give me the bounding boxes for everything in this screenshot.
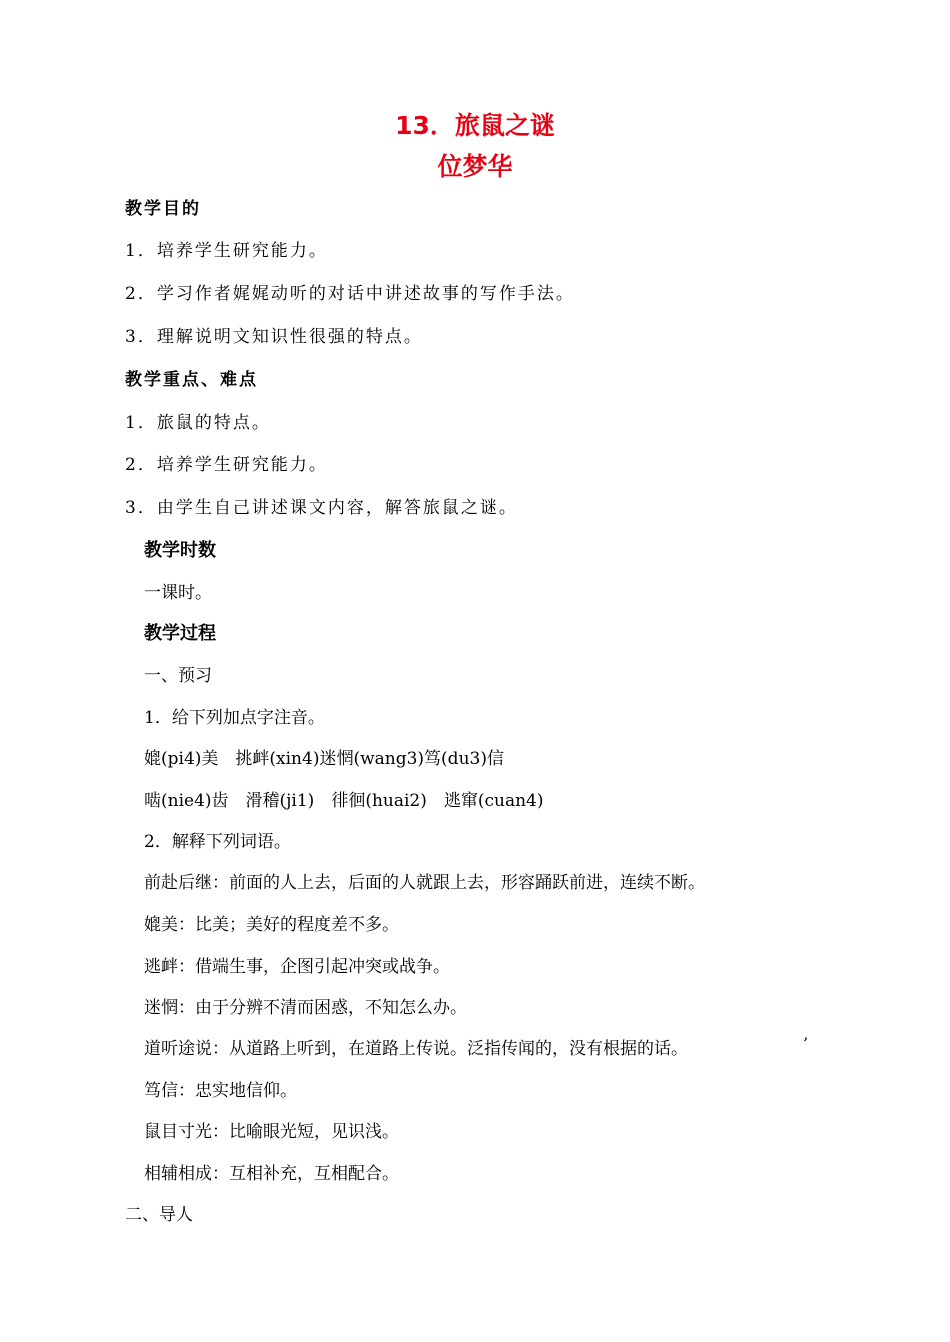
definition-item: 笃信：忠实地信仰。 bbox=[144, 1081, 297, 1101]
definition-item: 道听途说：从道路上听到，在道路上传说。泛指传闻的，没有根据的话。 bbox=[144, 1039, 688, 1059]
task-definitions: 2．解释下列词语。 bbox=[144, 832, 291, 852]
document-author: 位梦华 bbox=[437, 152, 513, 181]
section-heading-hours: 教学时数 bbox=[144, 540, 216, 561]
process-sub-preview: 一、预习 bbox=[144, 666, 212, 686]
hours-text: 一课时。 bbox=[144, 583, 212, 603]
pinyin-line-1: 媲(pi4)美 挑衅(xin4)迷惘(wang3)笃(du3)信 bbox=[144, 749, 504, 769]
definition-item: 媲美：比美；美好的程度差不多。 bbox=[144, 915, 399, 935]
pinyin-line-2: 啮(nie4)齿 滑稽(ji1) 徘徊(huai2) 逃窜(cuan4) bbox=[144, 791, 544, 811]
process-sub-intro: 二、导人 bbox=[125, 1205, 193, 1225]
definition-item: 鼠目寸光：比喻眼光短，见识浅。 bbox=[144, 1122, 399, 1142]
task-pinyin: 1．给下列加点字注音。 bbox=[144, 708, 325, 728]
goal-item-1: 1．培养学生研究能力。 bbox=[125, 241, 328, 261]
stray-mark: ’ bbox=[803, 1034, 809, 1053]
focus-item-1: 1．旅鼠的特点。 bbox=[125, 413, 271, 433]
focus-item-2: 2．培养学生研究能力。 bbox=[125, 455, 328, 475]
definition-item: 前赴后继：前面的人上去，后面的人就跟上去，形容踊跃前进，连续不断。 bbox=[144, 873, 705, 893]
goal-item-2: 2．学习作者娓娓动听的对话中讲述故事的写作手法。 bbox=[125, 284, 575, 304]
definition-item: 相辅相成：互相补充，互相配合。 bbox=[144, 1164, 399, 1184]
section-heading-goals: 教学目的 bbox=[125, 199, 201, 219]
focus-item-3: 3．由学生自己讲述课文内容，解答旅鼠之谜。 bbox=[125, 498, 518, 518]
section-heading-process: 教学过程 bbox=[144, 623, 216, 644]
goal-item-3: 3．理解说明文知识性很强的特点。 bbox=[125, 327, 423, 347]
document-title: 13．旅鼠之谜 bbox=[395, 111, 555, 140]
definition-item: 迷惘：由于分辨不清而困惑，不知怎么办。 bbox=[144, 998, 467, 1018]
definition-item: 逃衅：借端生事，企图引起冲突或战争。 bbox=[144, 957, 450, 977]
section-heading-focus: 教学重点、难点 bbox=[125, 370, 258, 390]
